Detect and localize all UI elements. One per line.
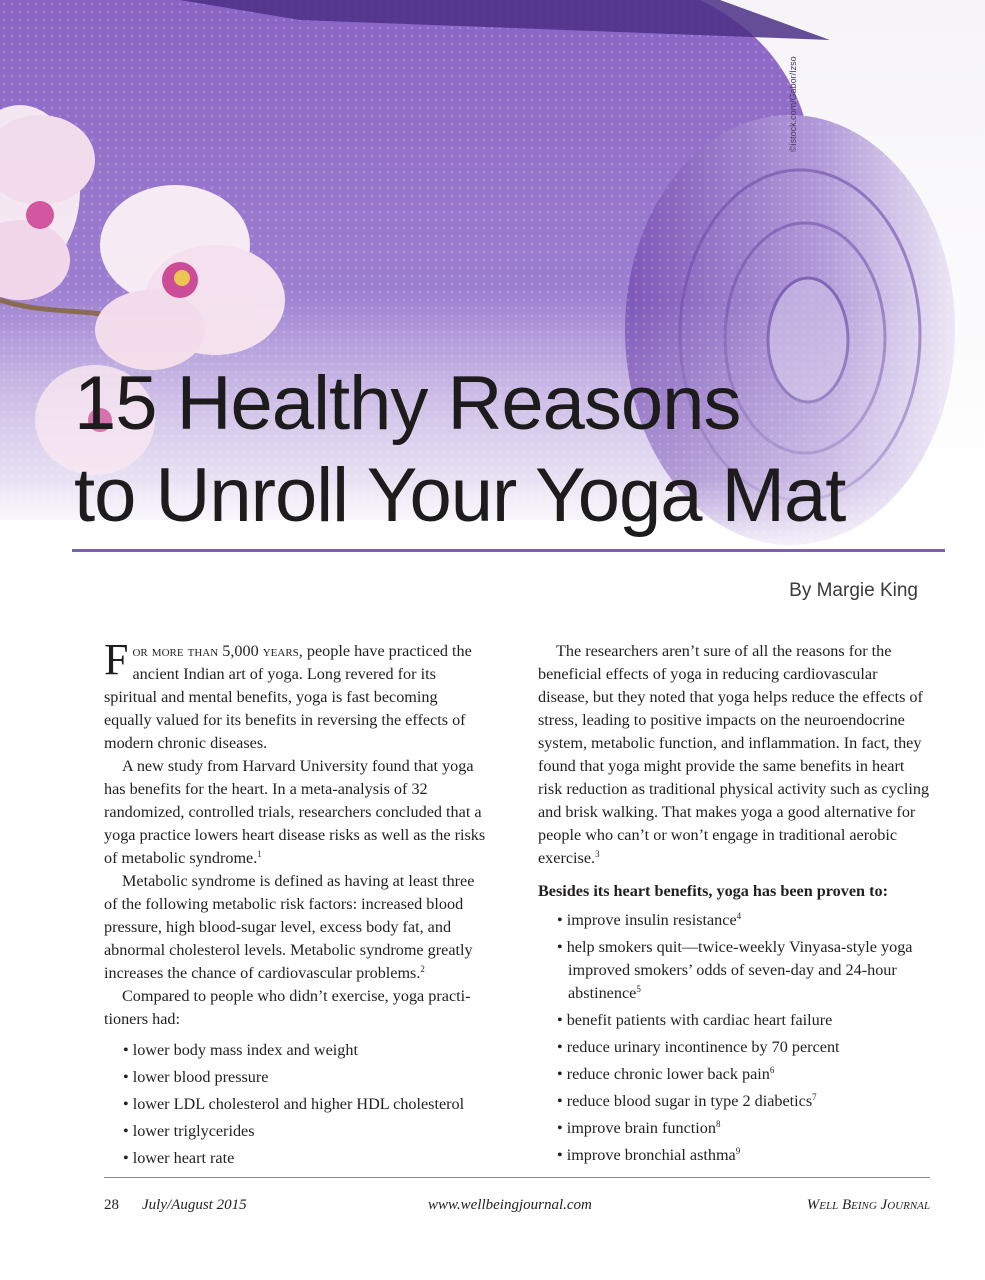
paragraph-researchers: [538, 640, 930, 870]
list-item: • lower heart rate: [123, 1149, 235, 1167]
list-item: • help smokers quit—twice-weekly Vinyasa-style yoga improved smokers’ odds of seven-day and 24-hour abstinence$^5$: [557, 938, 913, 1002]
footnote-ref: 3: [595, 849, 600, 859]
footnote-ref: 1: [257, 849, 262, 859]
paragraph-text: The researchers aren’t sure of all the reasons for the beneficial effects of yoga in reducing cardiovascular disease, but they noted that yoga helps reduce the effects of stress, leading to positive impacts on the neuroendocrine system, metabolic function, and inflammation. In fact, they found that yoga might provide the same benefits in heart risk reduction as traditional physical activity such as cycling and brisk walking. That makes yoga a good alternative for people who can’t or won’t engage in traditional aerobic exercise.: [538, 642, 930, 867]
drop-cap: F: [104, 635, 129, 684]
proven-benefits-list: [552, 909, 930, 1167]
paragraph-text: Metabolic syndrome is defined as having at least three of the following metabolic risk factors: increased blood pressure, high blood-sugar level, excess body fat, and abnormal cholesterol levels. Metabolic syndrome greatly increases the chance of cardiovascular problems.: [104, 872, 475, 982]
title-divider: [72, 549, 945, 552]
intro-text: people have practiced the ancient Indian art of yoga. Long revered for its spiritual and mental benefits, yoga is fast becoming equally valued for its benefits in reversing the effects of modern chronic diseases.: [104, 642, 472, 752]
footer-divider: [104, 1177, 930, 1178]
list-item: • lower blood pressure: [123, 1068, 269, 1086]
list-item: • benefit patients with cardiac heart failure: [557, 1011, 833, 1029]
paragraph-metabolic: [104, 870, 486, 985]
journal-url[interactable]: www.wellbeingjournal.com: [428, 1197, 592, 1213]
list-item: • reduce urinary incontinence by 70 percent: [557, 1038, 840, 1056]
left-column: [104, 635, 486, 1174]
list-item: • improve bronchial asthma$^9$: [557, 1146, 741, 1164]
list-item: • improve brain function$^8$: [557, 1119, 721, 1137]
journal-name: Well Being Journal: [806, 1197, 930, 1213]
list-item: • lower LDL cholesterol and higher HDL cholesterol: [123, 1095, 465, 1113]
paragraph-harvard: [104, 755, 486, 870]
paragraph-compared: Compared to people who didn’t exercise, yoga practitioners had:: [104, 987, 471, 1028]
intro-smallcaps: or more than 5,000 years,: [132, 642, 303, 660]
footnote-ref: 2: [420, 964, 425, 974]
right-column: [538, 640, 930, 1171]
list-item: • reduce chronic lower back pain$^6$: [557, 1065, 775, 1083]
list-item: • improve insulin resistance$^4$: [557, 911, 742, 929]
list-item: • lower body mass index and weight: [123, 1041, 358, 1059]
page-title: [74, 358, 845, 542]
paragraph-text: A new study from Harvard University found that yoga has benefits for the heart. In a meta-analysis of 32 randomized, controlled trials, researchers concluded that a yoga practice lowers heart disease risks as well as the risks of metabolic syndrome.: [104, 757, 486, 867]
practitioner-benefits-list: [118, 1039, 486, 1170]
list-lead: Besides its heart benefits, yoga has been proven to:: [538, 882, 888, 900]
page-number: 28: [104, 1197, 119, 1213]
title-line-2: to Unroll Your Yoga Mat: [74, 453, 846, 538]
byline: By Margie King: [789, 580, 918, 601]
list-item: • reduce blood sugar in type 2 diabetics$^7$: [557, 1092, 817, 1110]
photo-credit: ©istock.com/Gabor/Izso: [788, 56, 798, 152]
title-line-1: 15 Healthy Reasons: [74, 361, 741, 446]
issue-date: July/August 2015: [142, 1197, 247, 1213]
list-item: • lower triglycerides: [123, 1122, 255, 1140]
intro-paragraph: [104, 635, 486, 755]
